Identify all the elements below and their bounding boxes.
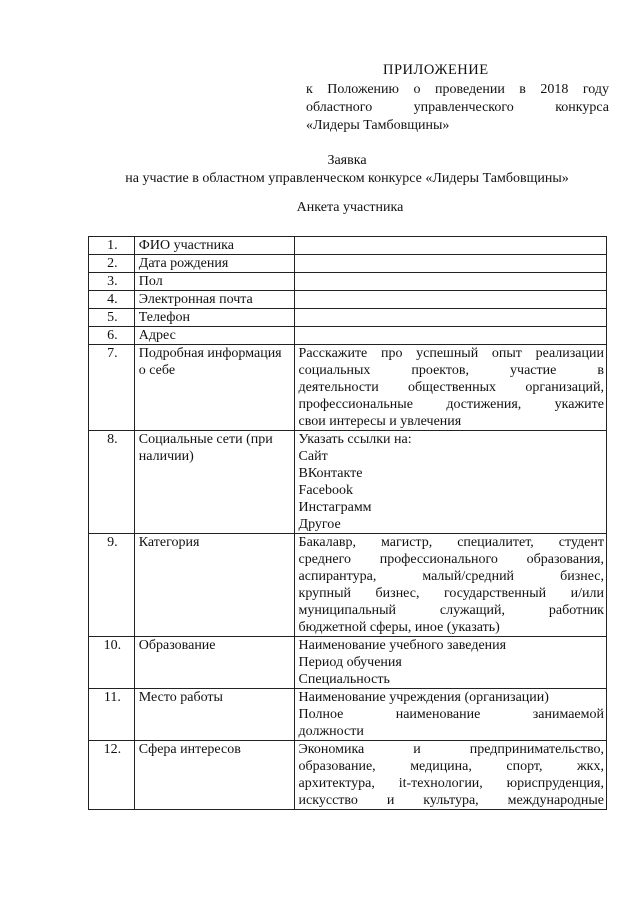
appendix-line: областного управленческого конкурса [306,100,609,115]
field-description-line: образование, медицина, спорт, жкх, [298,759,604,774]
request-title: Заявка [327,153,367,168]
table-row [89,431,607,534]
field-description-line: муниципальный служащий, работник [298,603,604,618]
field-label: ФИО участника [134,237,294,255]
field-description-line: Указать ссылки на: [298,432,412,447]
field-description-line: Наименование учреждения (организации) [298,690,549,705]
row-number: 3. [89,273,135,291]
field-description-line: Полное наименование занимаемой [298,707,604,722]
field-description-line: крупный бизнес, государственный и/или [298,586,604,601]
field-description-line: архитектура, it-технологии, юриспруденция, [298,776,604,791]
field-description-line: Наименование учебного заведения [298,638,507,653]
table-row [89,741,607,810]
field-value [294,534,606,637]
field-description-line: должности [298,724,364,739]
field-description-line: Расскажите про успешный опыт реализации [298,346,604,361]
field-description-line: профессиональные достижения, укажите [298,397,604,412]
field-description-line: Сайт [298,449,328,464]
field-label: Телефон [134,309,294,327]
field-description-line: искусство и культура, международные [298,793,604,808]
table-row [89,534,607,637]
field-label: Образование [134,637,294,689]
field-value [294,741,606,810]
field-description-line: аспирантура, малый/средний бизнес, [298,569,604,584]
field-description-line: деятельности общественных организаций, [298,380,604,395]
field-value[interactable] [294,327,606,345]
field-description-line: Инстаграмм [298,500,372,515]
field-value[interactable] [294,291,606,309]
request-subtitle: на участие в областном управленческом конкурсе «Лидеры Тамбовщины» [125,171,569,186]
field-label: Подробная информация о себе [134,345,294,431]
row-number: 1. [89,237,135,255]
field-description-line: Другое [298,517,341,532]
field-value[interactable] [294,237,606,255]
appendix-line: «Лидеры Тамбовщины» [306,118,450,133]
field-value [294,689,606,741]
field-value[interactable] [294,255,606,273]
field-label: Место работы [134,689,294,741]
field-value [294,637,606,689]
row-number: 7. [89,345,135,431]
field-description-line: Facebook [298,483,353,498]
table-row [89,237,607,255]
field-value [294,345,606,431]
row-number: 12. [89,741,135,810]
table-row [89,345,607,431]
field-description-line: среднего профессионального образования, [298,552,604,567]
row-number: 11. [89,689,135,741]
table-row [89,291,607,309]
row-number: 10. [89,637,135,689]
field-label: Электронная почта [134,291,294,309]
row-number: 9. [89,534,135,637]
table-row [89,255,607,273]
field-description-line: Экономика и предпринимательство, [298,742,604,757]
field-description-line: свои интересы и увлечения [298,414,462,429]
row-number: 5. [89,309,135,327]
field-description-line: бюджетной сферы, иное (указать) [298,620,500,635]
row-number: 6. [89,327,135,345]
participant-form-body [89,237,607,810]
appendix-title: ПРИЛОЖЕНИЕ [383,62,489,78]
field-label: Пол [134,273,294,291]
field-description-line: Специальность [298,672,390,687]
row-number: 8. [89,431,135,534]
request-heading [0,152,640,188]
field-value [294,431,606,534]
table-row [89,273,607,291]
field-description-line: Период обучения [298,655,402,670]
field-value[interactable] [294,273,606,291]
field-label: Категория [134,534,294,637]
field-label: Адрес [134,327,294,345]
field-description-line: социальных проектов, участие в [298,363,604,378]
row-number: 4. [89,291,135,309]
form-title: Анкета участника [296,200,404,215]
row-number: 2. [89,255,135,273]
field-label: Социальные сети (при наличии) [134,431,294,534]
field-label: Дата рождения [134,255,294,273]
table-row [89,327,607,345]
table-row [89,309,607,327]
field-description-line: Бакалавр, магистр, специалитет, студент [298,535,604,550]
appendix-reference [306,81,609,135]
field-description-line: ВКонтакте [298,466,363,481]
table-row [89,689,607,741]
field-value[interactable] [294,309,606,327]
table-row [89,637,607,689]
field-label: Сфера интересов [134,741,294,810]
appendix-line: к Положению о проведении в 2018 году [306,82,609,97]
participant-form-table [88,236,607,810]
